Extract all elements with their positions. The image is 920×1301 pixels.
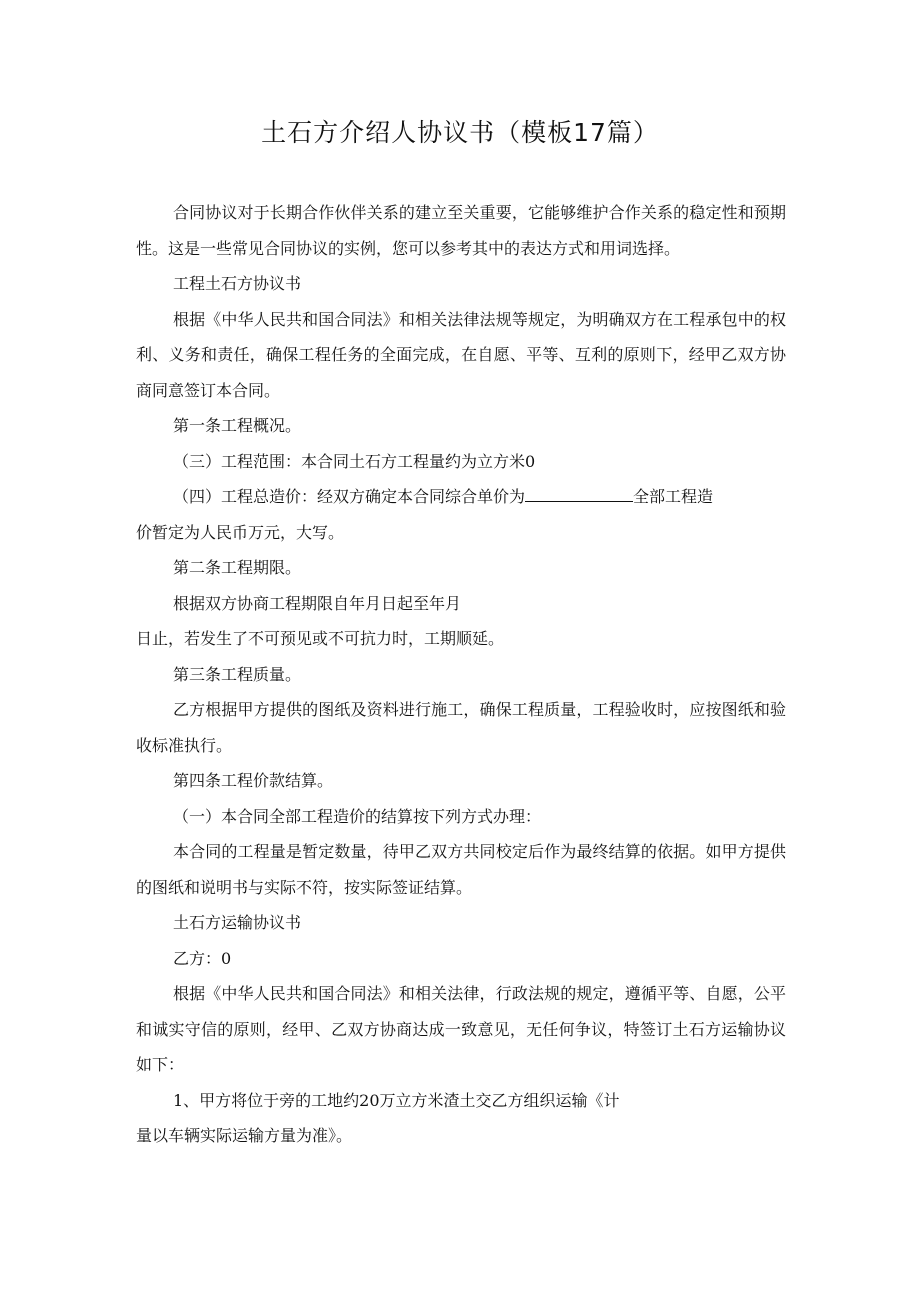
article-3-heading: 第三条工程质量。 <box>173 664 302 684</box>
cost-clause <box>136 479 786 515</box>
section-heading-transport: 土石方运输协议书 <box>173 913 302 932</box>
period-clause: 根据双方协商工程期限自年月日起至年月 <box>173 593 462 613</box>
quality-clause: 乙方根据甲方提供的图纸及资料进行施工，确保工程质量，工程验收时，应按图纸和验收标准执行。 <box>136 700 786 755</box>
transport-item-1-continued: 量以车辆实际运输方量为准》。 <box>136 1126 353 1145</box>
cost-clause-end: 全部工程造 <box>633 487 714 506</box>
document-title: 土石方介绍人协议书（模板17篇） <box>261 118 659 147</box>
article-2-heading: 第二条工程期限。 <box>173 558 302 577</box>
preamble-paragraph: 根据《中华人民共和国合同法》和相关法律法规等规定，为明确双方在工程承包中的权利、义务和责任，确保工程任务的全面完成，在自愿、平等、互利的原则下，经甲乙双方协商同意签订本合同。 <box>136 309 786 400</box>
intro-paragraph: 合同协议对于长期合作伙伴关系的建立至关重要，它能够维护合作关系的稳定性和预期性。这是一些常见合同协议的实例，您可以参考其中的表达方式和用词选择。 <box>136 203 786 258</box>
cost-clause-continued: 价暂定为人民币万元，大写。 <box>136 522 345 542</box>
period-clause-continued: 日止，若发生了不可预见或不可抗力时，工期顺延。 <box>136 629 505 648</box>
transport-item-1: 1、甲方将位于旁的工地约20万立方米渣土交乙方组织运输《计 <box>173 1090 620 1110</box>
scope-clause: （三）工程范围：本合同土石方工程量约为立方米0 <box>173 451 536 471</box>
transport-preamble: 根据《中华人民共和国合同法》和相关法律，行政法规的规定，遵循平等、自愿，公平和诚实守信的原则，经甲、乙双方协商达成一致意见，无任何争议，特签订土石方运输协议如下： <box>136 984 786 1074</box>
section-heading-earthwork: 工程土石方协议书 <box>173 274 302 293</box>
party-b-line: 乙方：0 <box>173 948 232 968</box>
settlement-clause-1: （一）本合同全部工程造价的结算按下列方式办理： <box>173 806 542 826</box>
cost-clause-start: （四）工程总造价：经双方确定本合同综合单价为 <box>173 487 526 506</box>
document-body <box>136 195 786 1154</box>
unit-price-blank <box>525 487 633 502</box>
article-4-heading: 第四条工程价款结算。 <box>173 771 334 790</box>
settlement-clause-2: 本合同的工程量是暂定数量，待甲乙双方共同校定后作为最终结算的依据。如甲方提供的图纸和说明书与实际不符，按实际签证结算。 <box>136 842 786 897</box>
article-1-heading: 第一条工程概况。 <box>173 416 302 435</box>
